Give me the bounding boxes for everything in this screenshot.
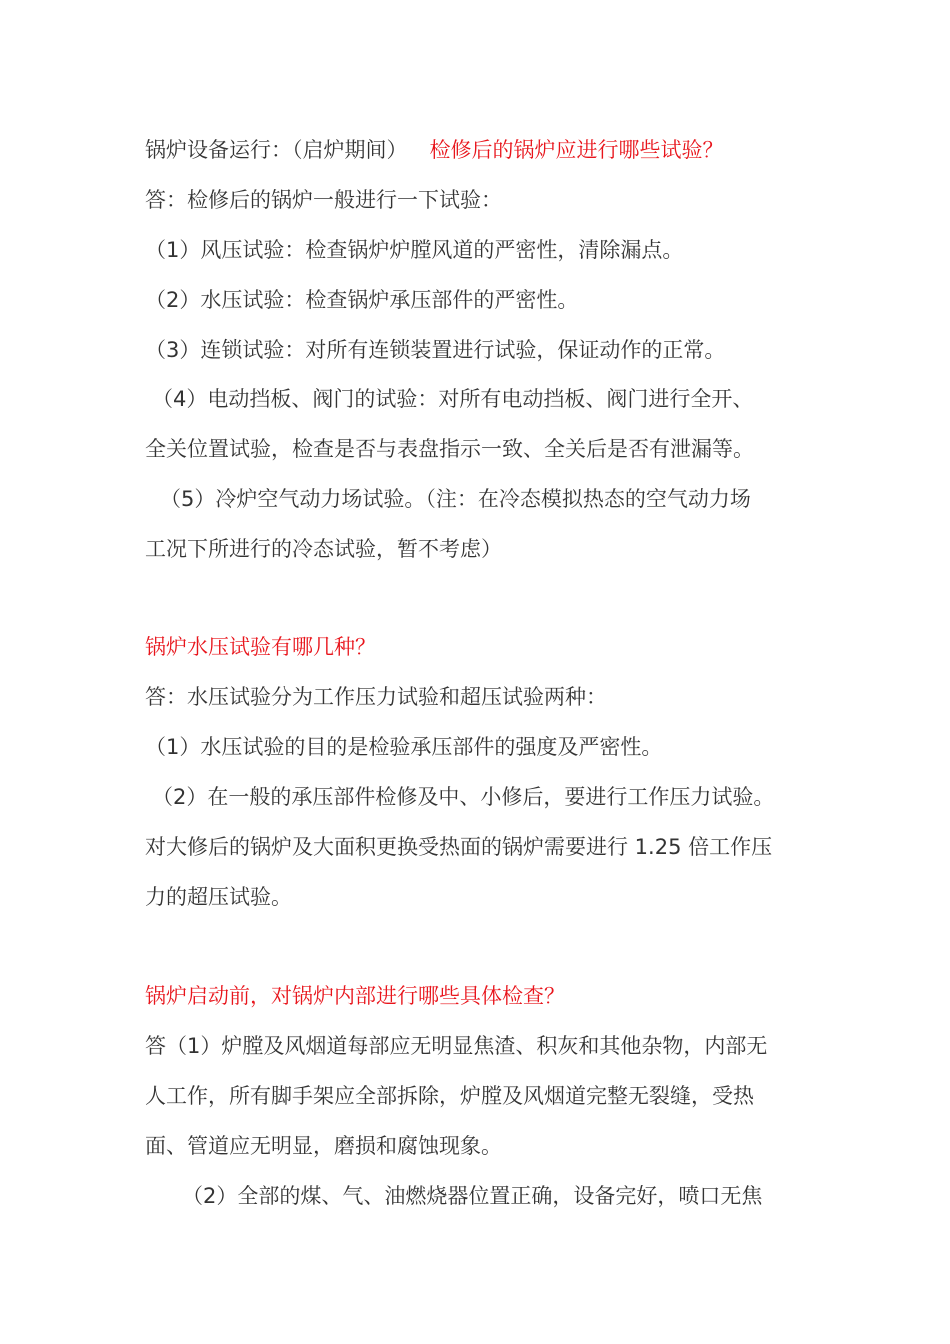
section1-item5-line1: （5）冷炉空气动力场试验。（注：在冷态模拟热态的空气动力场	[160, 487, 751, 511]
section1-item2: （2）水压试验：检查锅炉承压部件的严密性。	[145, 288, 579, 312]
section3-item1-line3: 面、管道应无明显，磨损和腐蚀现象。	[145, 1134, 502, 1158]
section1-heading	[145, 135, 825, 165]
section1-item1: （1）风压试验：检查锅炉炉膛风道的严密性，清除漏点。	[145, 238, 684, 262]
section2-item2-line1: （2）在一般的承压部件检修及中、小修后，要进行工作压力试验。	[152, 785, 775, 809]
section3-item1-line1: 答（1）炉膛及风烟道每部应无明显焦渣、积灰和其他杂物，内部无	[145, 1034, 768, 1058]
section1-item5-line2: 工况下所进行的冷态试验，暂不考虑）	[145, 537, 502, 561]
section3-item1-line2: 人工作，所有脚手架应全部拆除，炉膛及风烟道完整无裂缝，受热	[145, 1084, 754, 1108]
section3-question: 锅炉启动前，对锅炉内部进行哪些具体检查？	[145, 984, 565, 1008]
section1-item4-line2: 全关位置试验，检查是否与表盘指示一致、全关后是否有泄漏等。	[145, 437, 754, 461]
section1-answer-intro: 答：检修后的锅炉一般进行一下试验：	[145, 188, 502, 212]
section1-title-prefix: 锅炉设备运行：（启炉期间）	[145, 138, 408, 162]
section3-item2-line1: （2）全部的煤、气、油燃烧器位置正确，设备完好，喷口无焦	[182, 1184, 763, 1208]
section1-item3: （3）连锁试验：对所有连锁装置进行试验，保证动作的正常。	[145, 338, 726, 362]
section1-question: 检修后的锅炉应进行哪些试验？	[429, 138, 724, 162]
section2-item2-line2: 对大修后的锅炉及大面积更换受热面的锅炉需要进行 1.25 倍工作压	[145, 835, 773, 859]
section1-item4-line1: （4）电动挡板、阀门的试验：对所有电动挡板、阀门进行全开、	[152, 387, 754, 411]
section2-item1: （1）水压试验的目的是检验承压部件的强度及严密性。	[145, 735, 663, 759]
section2-item2-line3: 力的超压试验。	[145, 885, 292, 909]
section2-answer-intro: 答：水压试验分为工作压力试验和超压试验两种：	[145, 685, 607, 709]
section2-question: 锅炉水压试验有哪几种？	[145, 635, 376, 659]
